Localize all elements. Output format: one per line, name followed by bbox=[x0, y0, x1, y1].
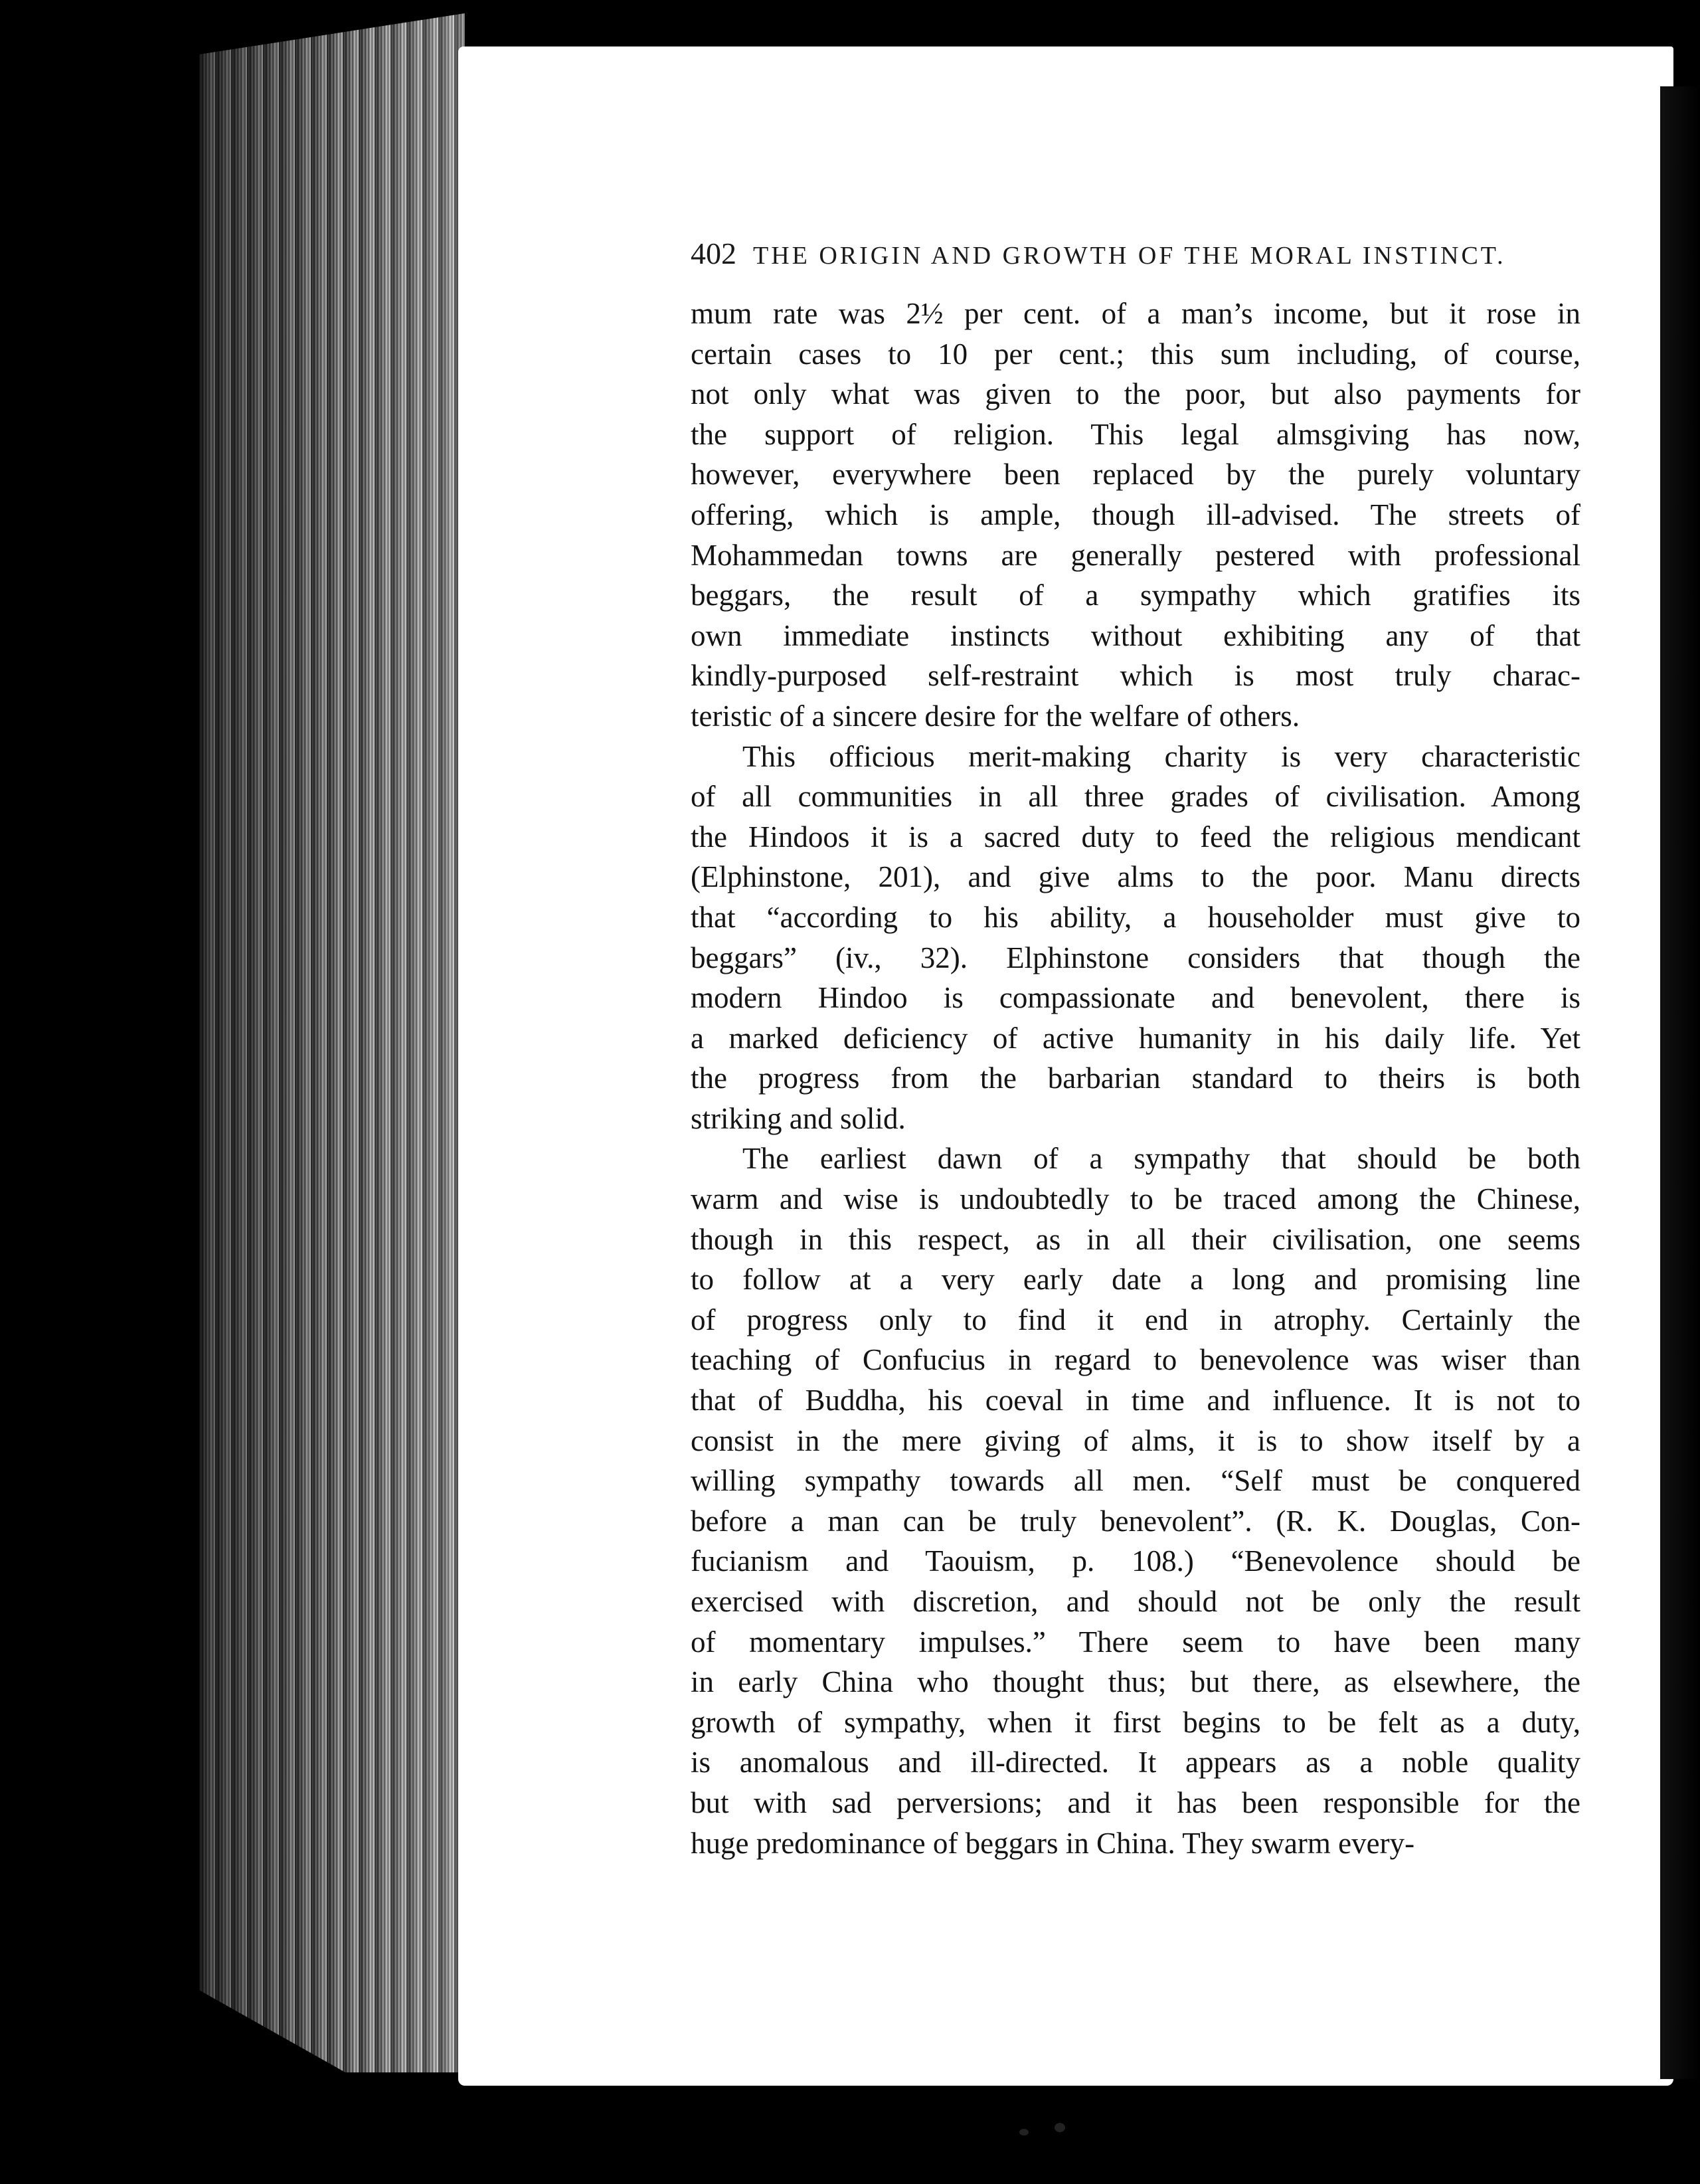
text-line: the Hindoos it is a sacred duty to feed the religious mendicant bbox=[691, 820, 1580, 854]
text-line: beggars” (iv., 32). Elphinstone considers that though the bbox=[691, 941, 1580, 974]
running-title: THE ORIGIN AND GROWTH OF THE MORAL INSTINCT. bbox=[753, 242, 1506, 270]
running-head bbox=[691, 236, 1594, 271]
text-line: certain cases to 10 per cent.; this sum including, of course, bbox=[691, 337, 1580, 371]
text-line: to follow at a very early date a long and promising line bbox=[691, 1263, 1580, 1297]
body-text bbox=[691, 294, 1580, 1863]
text-line: modern Hindoo is compassionate and benevolent, there is bbox=[691, 981, 1580, 1015]
book-right-shadow bbox=[1660, 86, 1700, 2079]
text-line: not only what was given to the poor, but also payments for bbox=[691, 377, 1580, 411]
text-line: before a man can be truly benevolent”. (R. K. Douglas, Con- bbox=[691, 1504, 1580, 1538]
text-line: teaching of Confucius in regard to benevolence was wiser than bbox=[691, 1343, 1580, 1377]
text-line: fucianism and Taouism, p. 108.) “Benevolence should be bbox=[691, 1544, 1580, 1578]
text-line: that of Buddha, his coeval in time and influence. It is not to bbox=[691, 1384, 1580, 1417]
paragraph bbox=[691, 1138, 1580, 1863]
dust-speck bbox=[1019, 2129, 1029, 2136]
text-line: (Elphinstone, 201), and give alms to the poor. Manu directs bbox=[691, 860, 1580, 894]
text-line: The earliest dawn of a sympathy that should be both bbox=[742, 1142, 1580, 1176]
text-line: own immediate instincts without exhibiting any of that bbox=[691, 618, 1580, 652]
text-line: growth of sympathy, when it first begins to be felt as a duty, bbox=[691, 1705, 1580, 1739]
text-line: is anomalous and ill-directed. It appears as a noble quality bbox=[691, 1746, 1580, 1779]
text-line: offering, which is ample, though ill-advised. The streets of bbox=[691, 498, 1580, 531]
text-line: warm and wise is undoubtedly to be traced among the Chinese, bbox=[691, 1182, 1580, 1216]
text-line: the support of religion. This legal almsgiving has now, bbox=[691, 417, 1580, 451]
text-line: that “according to his ability, a householder must give to bbox=[691, 900, 1580, 934]
text-line: but with sad perversions; and it has been responsible for the bbox=[691, 1785, 1580, 1819]
text-line: of momentary impulses.” There seem to have been many bbox=[691, 1625, 1580, 1659]
page-number: 402 bbox=[691, 236, 736, 270]
text-line: striking and solid. bbox=[691, 1101, 906, 1135]
text-line: though in this respect, as in all their civilisation, one seems bbox=[691, 1222, 1580, 1256]
text-line: mum rate was 2½ per cent. of a man’s income, but it rose in bbox=[691, 297, 1580, 330]
text-line: willing sympathy towards all men. “Self must be conquered bbox=[691, 1464, 1580, 1498]
text-line: teristic of a sincere desire for the welfare of others. bbox=[691, 699, 1300, 733]
text-line: Mohammedan towns are generally pestered with professional bbox=[691, 538, 1580, 572]
book-page-edges bbox=[199, 13, 465, 2072]
text-line: huge predominance of beggars in China. They swarm every- bbox=[691, 1826, 1415, 1860]
text-line: in early China who thought thus; but there, as elsewhere, the bbox=[691, 1665, 1580, 1699]
text-line: however, everywhere been replaced by the purely voluntary bbox=[691, 458, 1580, 492]
text-line: of progress only to find it end in atrophy. Certainly the bbox=[691, 1303, 1580, 1336]
text-line: consist in the mere giving of alms, it is to show itself by a bbox=[691, 1423, 1580, 1457]
text-line: a marked deficiency of active humanity in his daily life. Yet bbox=[691, 1021, 1580, 1055]
paragraph bbox=[691, 737, 1580, 1139]
text-line: kindly-purposed self-restraint which is most truly charac- bbox=[691, 659, 1580, 693]
text-line: beggars, the result of a sympathy which gratifies its bbox=[691, 579, 1580, 612]
text-line: This officious merit-making charity is very characteristic bbox=[742, 739, 1580, 773]
text-line: of all communities in all three grades of civilisation. Among bbox=[691, 780, 1580, 814]
paragraph bbox=[691, 294, 1580, 737]
dust-speck bbox=[1055, 2123, 1065, 2132]
text-line: exercised with discretion, and should not be only the result bbox=[691, 1585, 1580, 1618]
text-line: the progress from the barbarian standard to theirs is both bbox=[691, 1061, 1580, 1095]
